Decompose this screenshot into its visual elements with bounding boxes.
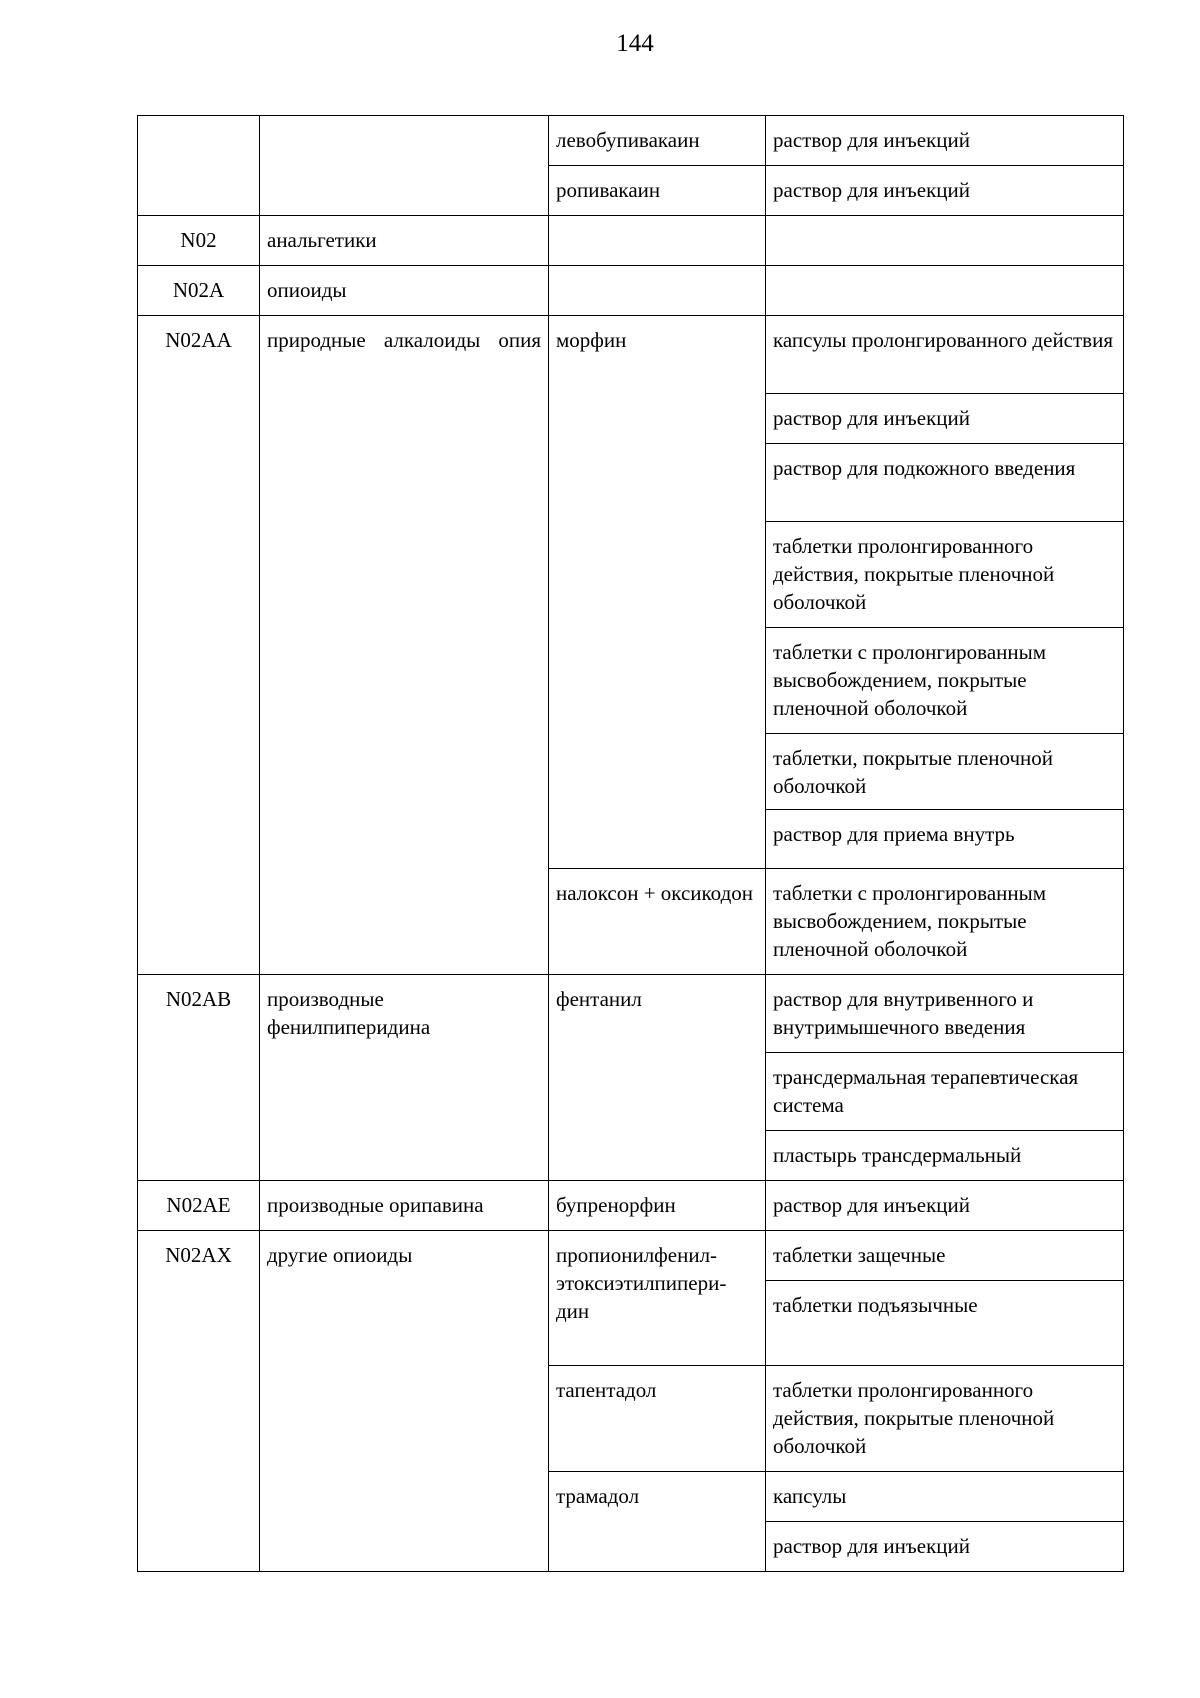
drug-cell: налоксон + оксикодон <box>549 869 766 975</box>
table-row <box>138 116 1124 166</box>
dosage-form-cell <box>766 266 1124 316</box>
table-row <box>138 1181 1124 1231</box>
table-row <box>138 316 1124 394</box>
drug-table <box>137 115 1124 1572</box>
drug-cell: левобупивакаин <box>549 116 766 166</box>
dosage-form-cell: таблетки подъязычные <box>766 1281 1124 1366</box>
group-cell: анальгетики <box>260 216 549 266</box>
dosage-form-cell: таблетки пролонгированного действия, покрытые пленочной оболочкой <box>766 522 1124 628</box>
atc-code-cell: N02AE <box>138 1181 260 1231</box>
dosage-form-cell: раствор для инъекций <box>766 1522 1124 1572</box>
dosage-form-cell: раствор для подкожного введения <box>766 444 1124 522</box>
drug-cell: ропивакаин <box>549 166 766 216</box>
drug-name-line: этоксиэтилпипери- <box>556 1271 727 1295</box>
dosage-form-cell: таблетки защечные <box>766 1231 1124 1281</box>
atc-code-cell: N02AX <box>138 1231 260 1572</box>
table-row <box>138 216 1124 266</box>
atc-code-cell: N02AA <box>138 316 260 975</box>
dosage-form-cell: капсулы <box>766 1472 1124 1522</box>
group-cell <box>260 116 549 216</box>
dosage-form-cell: раствор для внутривенного и внутримышечного введения <box>766 975 1124 1053</box>
page-number: 144 <box>616 30 654 57</box>
table-row <box>138 975 1124 1053</box>
drug-cell <box>549 1231 766 1366</box>
dosage-form-cell: таблетки пролонгированного действия, покрытые пленочной оболочкой <box>766 1366 1124 1472</box>
table-row <box>138 266 1124 316</box>
drug-cell: трамадол <box>549 1472 766 1572</box>
atc-code-cell: N02 <box>138 216 260 266</box>
dosage-form-cell <box>766 216 1124 266</box>
dosage-form-cell: раствор для инъекций <box>766 1181 1124 1231</box>
group-cell: природные алкалоиды опия <box>260 316 549 975</box>
dosage-form-cell: трансдермальная терапевтическая система <box>766 1053 1124 1131</box>
dosage-form-cell: пластырь трансдермальный <box>766 1131 1124 1181</box>
dosage-form-cell: раствор для инъекций <box>766 166 1124 216</box>
dosage-form-cell: таблетки с пролонгированным высвобождением, покрытые пленочной оболочкой <box>766 869 1124 975</box>
dosage-form-cell: капсулы пролонгированного действия <box>766 316 1124 394</box>
drug-cell: морфин <box>549 316 766 869</box>
group-cell: другие опиоиды <box>260 1231 549 1572</box>
drug-name-line: дин <box>556 1299 590 1323</box>
group-cell: производные орипавина <box>260 1181 549 1231</box>
dosage-form-cell: раствор для приема внутрь <box>766 810 1124 869</box>
dosage-form-cell: раствор для инъекций <box>766 394 1124 444</box>
drug-cell: тапентадол <box>549 1366 766 1472</box>
drug-cell <box>549 216 766 266</box>
group-cell: производные фенилпиперидина <box>260 975 549 1181</box>
dosage-form-cell: раствор для инъекций <box>766 116 1124 166</box>
atc-code-cell: N02AB <box>138 975 260 1181</box>
drug-cell: бупренорфин <box>549 1181 766 1231</box>
dosage-form-cell: таблетки с пролонгированным высвобождением, покрытые пленочной оболочкой <box>766 628 1124 734</box>
drug-cell: фентанил <box>549 975 766 1181</box>
drug-cell <box>549 266 766 316</box>
atc-code-cell <box>138 116 260 216</box>
drug-name-line: пропионилфенил- <box>556 1243 718 1267</box>
dosage-form-cell: таблетки, покрытые пленочной оболочкой <box>766 734 1124 810</box>
atc-code-cell: N02A <box>138 266 260 316</box>
table-row <box>138 1231 1124 1281</box>
group-cell: опиоиды <box>260 266 549 316</box>
